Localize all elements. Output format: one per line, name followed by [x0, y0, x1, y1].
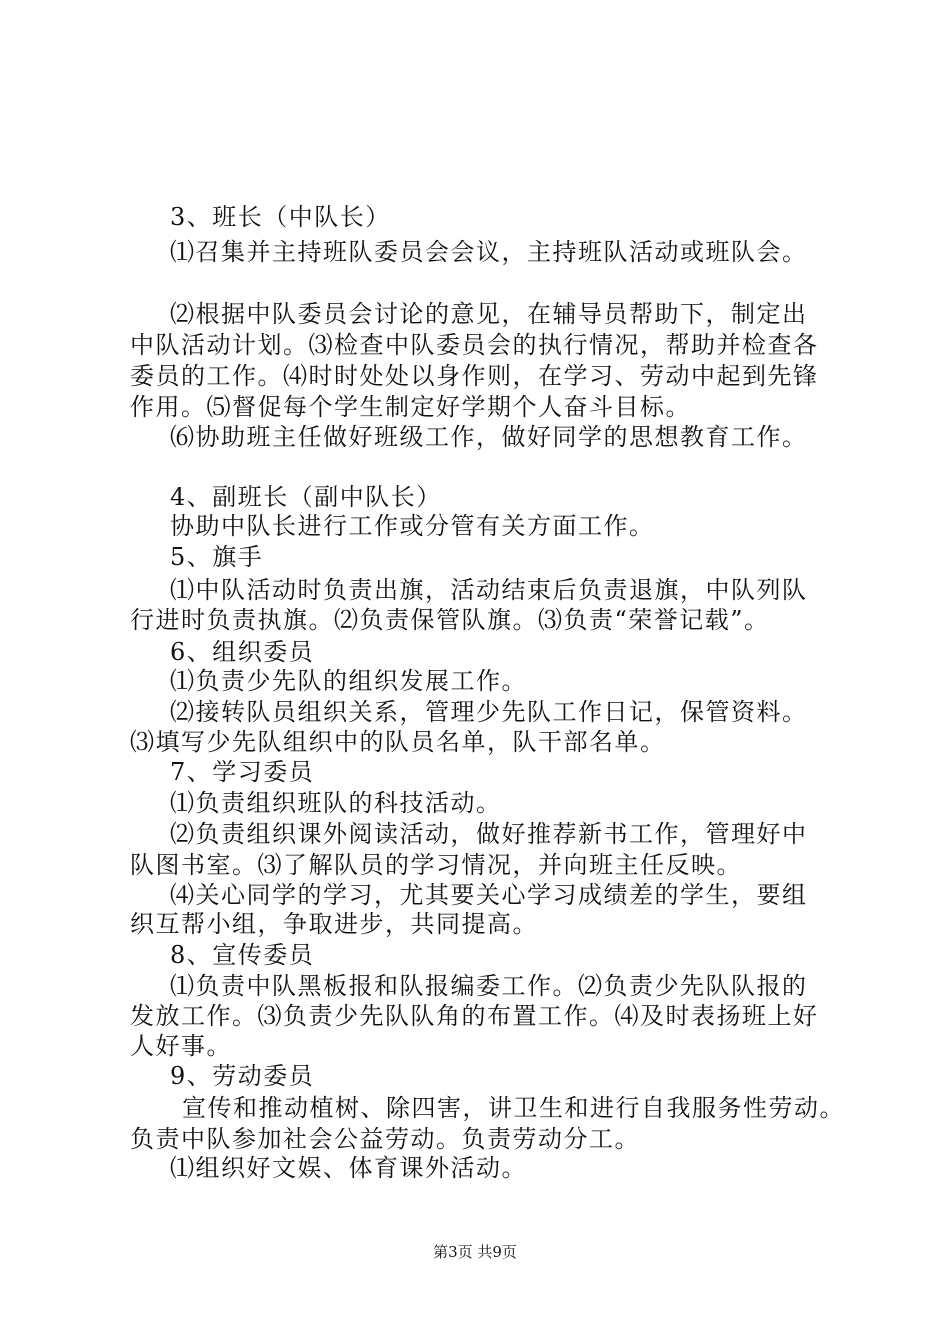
section-heading: 9、劳动委员	[170, 1062, 315, 1090]
text-line: ⑴负责少先队的组织发展工作。	[170, 667, 527, 695]
text-line: ⑵负责组织课外阅读活动，做好推荐新书工作，管理好中	[170, 820, 808, 848]
text-line: ⑴组织好文娱、体育课外活动。	[170, 1154, 527, 1182]
section-heading: 7、学习委员	[170, 758, 315, 786]
text-line: 负责中队参加社会公益劳动。负责劳动分工。	[130, 1125, 640, 1153]
text-line: 行进时负责执旗。⑵负责保管队旗。⑶负责“荣誉记载”。	[130, 606, 770, 634]
section-heading: 4、副班长（副中队长）	[170, 483, 442, 511]
text-line: ⑴召集并主持班队委员会会议，主持班队活动或班队会。	[170, 238, 808, 266]
text-line: ⑷关心同学的学习，尤其要关心学习成绩差的学生，要组	[170, 881, 808, 909]
text-line: 协助中队长进行工作或分管有关方面工作。	[170, 512, 655, 540]
text-line: 作用。⑸督促每个学生制定好学期个人奋斗目标。	[130, 393, 691, 421]
text-line: ⑶填写少先队组织中的队员名单，队干部名单。	[130, 728, 666, 756]
section-heading: 6、组织委员	[170, 638, 315, 666]
section-heading: 5、旗手	[170, 543, 264, 571]
text-line: 队图书室。⑶了解队员的学习情况，并向班主任反映。	[130, 851, 742, 879]
text-line: 发放工作。⑶负责少先队队角的布置工作。⑷及时表扬班上好	[130, 1002, 819, 1030]
page-number-label: 第3页 共9页	[433, 1243, 517, 1261]
text-line: ⑴中队活动时负责出旗，活动结束后负责退旗，中队列队	[170, 576, 808, 604]
text-line: ⑹协助班主任做好班级工作，做好同学的思想教育工作。	[170, 423, 808, 451]
text-line: 中队活动计划。⑶检查中队委员会的执行情况，帮助并检查各	[130, 331, 819, 359]
text-line: ⑵接转队员组织关系，管理少先队工作日记，保管资料。	[170, 698, 808, 726]
page-footer	[0, 1242, 950, 1262]
text-line: ⑴负责中队黑板报和队报编委工作。⑵负责少先队队报的	[170, 972, 808, 1000]
section-heading: 3、班长（中队长）	[170, 203, 391, 231]
text-line: 织互帮小组，争取进步，共同提高。	[130, 910, 538, 938]
text-line: 人好事。	[130, 1032, 232, 1060]
text-line: 委员的工作。⑷时时处处以身作则，在学习、劳动中起到先锋	[130, 362, 819, 390]
text-line: ⑵根据中队委员会讨论的意见，在辅导员帮助下，制定出	[170, 300, 808, 328]
text-line: 宣传和推动植树、除四害，讲卫生和进行自我服务性劳动。	[182, 1094, 845, 1122]
text-line: ⑴负责组织班队的科技活动。	[170, 789, 502, 817]
section-heading: 8、宣传委员	[170, 941, 315, 969]
